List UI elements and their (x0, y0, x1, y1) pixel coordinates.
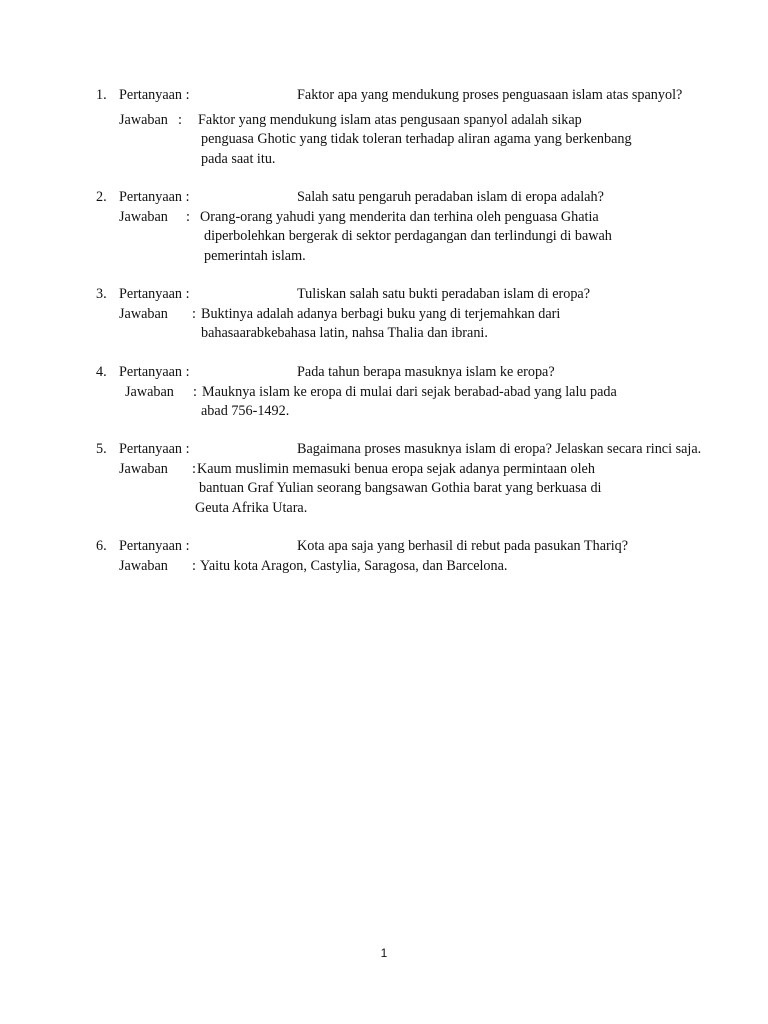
answer-colon: : (178, 111, 182, 128)
answer-row (96, 227, 716, 247)
question-label: Pertanyaan : (119, 538, 190, 554)
page-number: 1 (380, 946, 388, 960)
answer-row (96, 402, 716, 422)
answer-colon: : (192, 557, 196, 574)
answer-row (96, 460, 716, 480)
question-label: Pertanyaan : (119, 87, 190, 103)
answer-line: pada saat itu. (201, 150, 276, 167)
question-text: Kota apa saja yang berhasil di rebut pada pasukan Thariq? (297, 538, 629, 554)
answer-colon: : (192, 305, 196, 322)
answer-line: abad 756-1492. (201, 403, 290, 419)
item-number: 5. (96, 441, 107, 457)
qa-item-1 (96, 86, 716, 169)
question-text: Salah satu pengaruh peradaban islam di eropa adalah? (297, 189, 604, 205)
item-number: 6. (96, 538, 107, 554)
question-label: Pertanyaan : (119, 189, 190, 205)
question-row (96, 188, 716, 208)
answer-line: Orang-orang yahudi yang menderita dan terhina oleh penguasa Ghatia (200, 208, 599, 225)
answer-line: Mauknya islam ke eropa di mulai dari sejak berabad-abad yang lalu pada (202, 383, 617, 400)
question-text: Tuliskan salah satu bukti peradaban islam di eropa? (297, 286, 591, 302)
answer-colon: : (193, 383, 197, 400)
question-label: Pertanyaan : (119, 441, 190, 457)
question-row (96, 363, 716, 383)
answer-label: Jawaban (119, 111, 168, 128)
answer-label: Jawaban (119, 557, 168, 574)
answer-row (96, 383, 716, 403)
question-row (96, 440, 716, 460)
answer-line: Geuta Afrika Utara. (195, 499, 308, 516)
answer-line: Yaitu kota Aragon, Castylia, Saragosa, dan Barcelona. (200, 557, 508, 574)
answer-row (96, 305, 716, 325)
answer-line: penguasa Ghotic yang tidak toleran terhadap aliran agama yang berkenbang (201, 131, 632, 147)
question-text: Pada tahun berapa masuknya islam ke eropa? (297, 364, 555, 380)
answer-row (96, 557, 716, 577)
answer-line: diperbolehkan bergerak di sektor perdagangan dan terlindungi di bawah (204, 228, 612, 244)
question-row (96, 285, 716, 305)
answer-row (96, 247, 716, 267)
item-number: 3. (96, 286, 107, 302)
qa-item-3 (96, 285, 716, 344)
item-number: 2. (96, 189, 107, 205)
answer-row (96, 324, 716, 344)
answer-colon: : (192, 460, 196, 477)
answer-label: Jawaban (119, 208, 168, 225)
answer-row (96, 208, 716, 228)
qa-item-5 (96, 440, 716, 518)
question-label: Pertanyaan : (119, 286, 190, 302)
answer-row (96, 499, 716, 519)
answer-row (96, 150, 716, 170)
answer-label: Jawaban (119, 305, 168, 322)
question-row (96, 537, 716, 557)
answer-line: bantuan Graf Yulian seorang bangsawan Gothia barat yang berkuasa di (199, 480, 602, 496)
answer-row (96, 479, 716, 499)
question-label: Pertanyaan : (119, 364, 190, 380)
answer-row (96, 130, 716, 150)
answer-line: Faktor yang mendukung islam atas pengusaan spanyol adalah sikap (198, 111, 582, 128)
answer-row (96, 111, 716, 131)
answer-label: Jawaban (125, 383, 174, 400)
item-number: 1. (96, 87, 107, 103)
answer-line: Kaum muslimin memasuki benua eropa sejak adanya permintaan oleh (197, 460, 595, 477)
answer-line: Buktinya adalah adanya berbagi buku yang di terjemahkan dari (201, 305, 561, 322)
answer-colon: : (186, 208, 190, 225)
question-text: Bagaimana proses masuknya islam di eropa? Jelaskan secara rinci saja. (297, 441, 702, 457)
qa-item-6 (96, 537, 716, 576)
answer-line: pemerintah islam. (204, 247, 306, 264)
item-number: 4. (96, 364, 107, 380)
answer-line: bahasaarabkebahasa latin, nahsa Thalia dan ibrani. (201, 325, 488, 341)
qa-item-4 (96, 363, 716, 422)
question-text: Faktor apa yang mendukung proses penguasaan islam atas spanyol? (297, 87, 683, 103)
qa-item-2 (96, 188, 716, 266)
question-row (96, 86, 716, 106)
answer-label: Jawaban (119, 460, 168, 477)
